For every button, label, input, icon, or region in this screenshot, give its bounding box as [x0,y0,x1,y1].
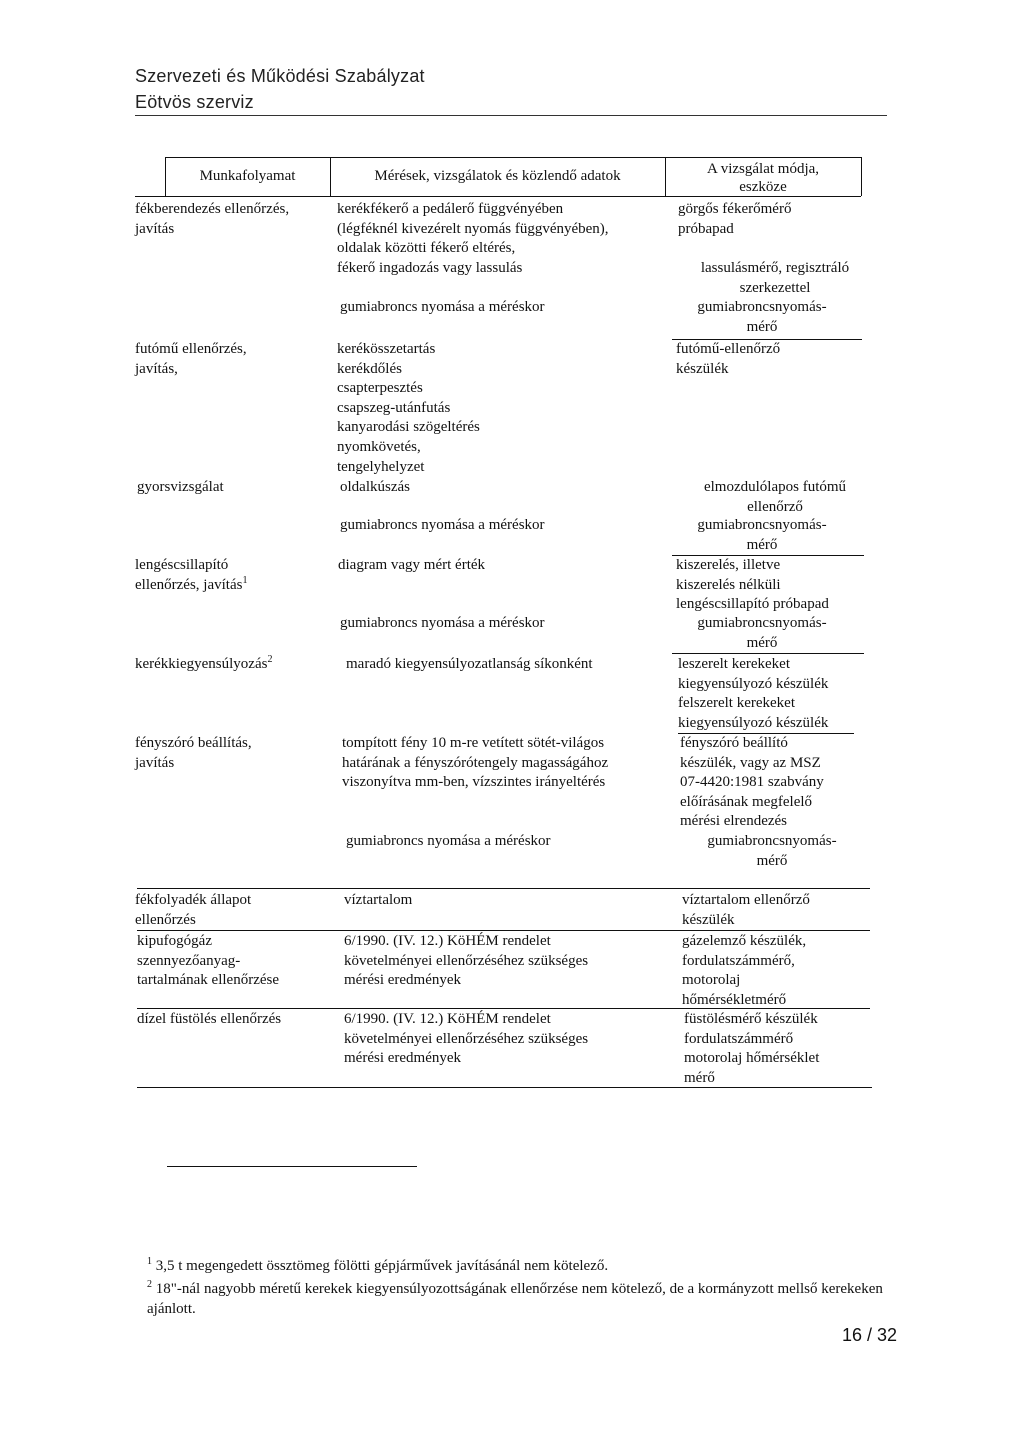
header-rule [135,115,887,116]
cell-measurement-suspension: kerékösszetartás kerékdőlés csapterpesztés csapszeg-utánfutás kanyarodási szögeltérés nyomkövetés, tengelyhelyzet [337,341,480,475]
cell-method-suspension: futómű-ellenőrző készülék [676,341,781,377]
cell-process-brake-fluid: fékfolyadék állapot ellenőrzés [135,892,252,928]
cell-method-diesel-smoke: füstölésmérő készülék fordulatszámmérő motorolaj hőmérséklet mérő [684,1011,820,1086]
footnote-1 [147,1257,932,1277]
footnote-separator [167,1166,417,1167]
cell-measurement-brake-fluid: víztartalom [344,892,413,908]
cell-method-brake-1: görgős fékerőmérő próbapad [678,201,792,237]
cell-process-exhaust: kipufogógáz szennyezőanyag- tartalmának ellenőrzése [137,933,280,989]
cell-measurement-brake: kerékfékerő a pedálerő függvényében (légféknél kivezérelt nyomás függvényében), oldalak közötti fékerő eltérés, fékerő ingadozás vagy lassulás [337,201,609,276]
footnote-2-text: 18"-nál nagyobb méretű kerekek kiegyensúlyozottságának ellenőrzése nem kötelező, de a kormányzott mellső kerekeken ajánlott. [147,1281,883,1317]
cell-process-quick-test: gyorsvizsgálat [137,479,224,495]
cell-measurement-shock-absorber: diagram vagy mért érték [338,557,486,573]
cell-process-suspension: futómű ellenőrzés, javítás, [135,341,247,377]
cell-process-shock-absorber [135,556,325,595]
document-subtitle: Eötvös szerviz [135,92,254,112]
document-title: Szervezeti és Működési Szabályzat [135,66,425,86]
cell-measurement-exhaust: 6/1990. (IV. 12.) KöHÉM rendelet követelményei ellenőrzéséhez szükséges mérési eredmények [344,933,589,989]
cell-process-brake: fékberendezés ellenőrzés, javítás [135,201,290,237]
cell-method-headlight-tire: gumiabroncsnyomás- mérő [707,833,837,869]
cell-method-headlight: fényszóró beállító készülék, vagy az MSZ 07-4420:1981 szabvány előírásának megfelelő mérési elrendezés [680,735,824,830]
cell-method-quick-test: elmozdulólapos futómű ellenőrző [703,479,847,515]
cell-method-shock-tire: gumiabroncsnyomás- mérő [697,615,827,651]
cell-measurement-shock-tire: gumiabroncs nyomása a méréskor [340,615,545,631]
shock-absorber-label: lengéscsillapító ellenőrzés, javítás [135,557,243,593]
column-header-measurements: Mérések, vizsgálatok és közlendő adatok [374,168,621,184]
cell-process-wheel-balancing [135,655,335,675]
cell-method-quick-tire: gumiabroncsnyomás- mérő [697,517,827,553]
cell-process-diesel-smoke: dízel füstölés ellenőrzés [137,1011,282,1027]
wheel-balancing-label: kerékkiegyensúlyozás [135,656,268,672]
table-bottom-border [137,1087,872,1088]
cell-method-wheel-balancing: leszerelt kerekeket kiegyensúlyozó készülék felszerelt kerekeket kiegyensúlyozó készülék [678,656,829,731]
cell-measurement-wheel-balancing: maradó kiegyensúlyozatlanság síkonként [346,656,593,672]
cell-measurement-diesel-smoke: 6/1990. (IV. 12.) KöHÉM rendelet követelményei ellenőrzéséhez szükséges mérési eredmények [344,1011,589,1067]
row-divider [137,888,870,889]
cell-process-headlight: fényszóró beállítás, javítás [135,735,252,771]
cell-method-brake-fluid: víztartalom ellenőrző készülék [682,892,810,928]
footnote-2 [147,1280,932,1319]
footnote-ref-2: 2 [267,654,273,665]
row-divider [137,1008,870,1009]
cell-method-brake-2: lassulásmérő, regisztráló szerkezettel [700,260,850,296]
column-header-process: Munkafolyamat [199,168,296,184]
footnote-1-text: 3,5 t megengedett össztömeg fölötti gépjárművek javításánál nem kötelező. [155,1258,609,1274]
cell-measurement-headlight: tompított fény 10 m-re vetített sötét-világos határának a fényszórótengely magasságához viszonyítva mm-ben, vízszintes irányeltérés [342,735,609,791]
cell-method-exhaust: gázelemző készülék, fordulatszámmérő, motorolaj hőmérsékletmérő [682,933,807,1008]
table-header-border-right [861,157,862,196]
row-divider [672,653,864,654]
page-number: 16 / 32 [842,1325,898,1345]
cell-method-brake-tire: gumiabroncsnyomás- mérő [697,299,827,335]
table-header-top-border [165,157,861,158]
table-header-bottom-border [135,196,861,197]
cell-measurement-headlight-tire: gumiabroncs nyomása a méréskor [346,833,551,849]
row-divider [137,930,870,931]
cell-measurement-brake-tire: gumiabroncs nyomása a méréskor [340,299,545,315]
cell-method-shock-absorber: kiszerelés, illetve kiszerelés nélküli lengéscsillapító próbapad [676,557,829,613]
column-header-method: A vizsgálat módja, eszköze [706,161,820,195]
footnote-2-mark: 2 [147,1279,152,1290]
cell-measurement-quick-tire: gumiabroncs nyomása a méréskor [340,517,545,533]
footnote-ref-1: 1 [242,574,248,586]
footnote-1-mark: 1 [147,1256,152,1267]
cell-measurement-quick-test: oldalkúszás [340,479,410,495]
